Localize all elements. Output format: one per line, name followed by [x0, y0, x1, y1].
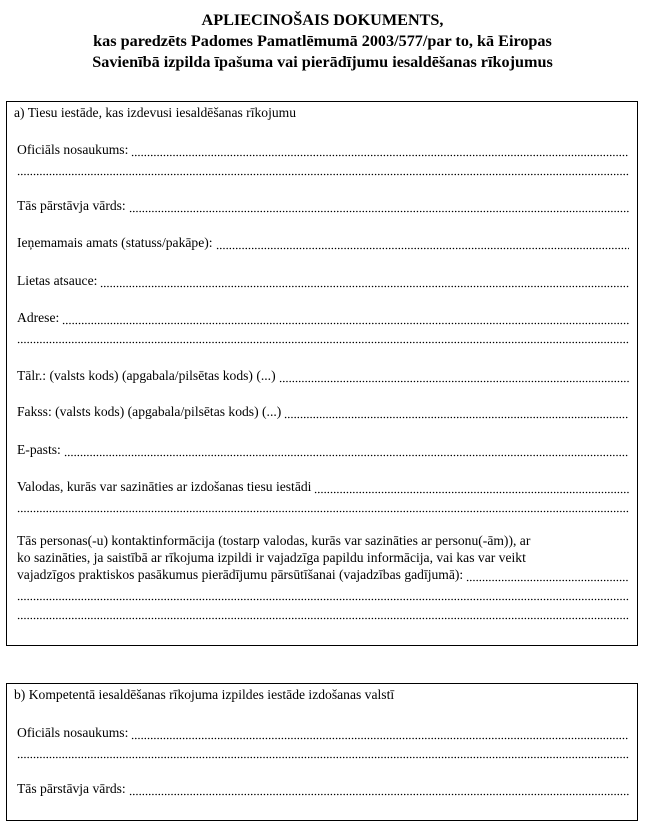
case-reference-field[interactable]	[17, 273, 629, 289]
phone-label: Tālr.: (valsts kods) (apgabala/pilsētas kods) (...)	[17, 368, 276, 383]
representative-label-b: Tās pārstāvja vārds:	[17, 781, 126, 796]
representative-name-field[interactable]	[17, 198, 629, 214]
section-a-box	[6, 101, 638, 646]
dotted-line	[466, 567, 629, 583]
dotted-line	[17, 161, 629, 177]
title-line-1: APLIECINOŠAIS DOKUMENTS,	[201, 11, 444, 29]
address-continuation[interactable]	[17, 329, 629, 345]
address-label: Adrese:	[17, 310, 60, 325]
position-label: Ieņemamais amats (statuss/pakāpe):	[17, 235, 213, 250]
contact-info-paragraph	[17, 533, 629, 566]
contact-line-1: Tās personas(-u) kontaktinformācija (tostarp valodas, kurās var sazināties ar personu(-ām)), ar	[17, 533, 531, 548]
official-name-field-b[interactable]	[17, 725, 629, 741]
document-title	[0, 10, 645, 73]
title-line-3: Savienībā izpilda īpašuma vai pierādījumu iesaldēšanas rīkojumus	[92, 53, 553, 71]
dotted-line	[100, 273, 629, 289]
section-b-box	[6, 683, 638, 821]
fax-label: Fakss: (valsts kods) (apgabala/pilsētas kods) (...)	[17, 404, 282, 419]
title-line-2: kas paredzēts Padomes Pamatlēmumā 2003/577/par to, kā Eiropas	[93, 32, 552, 50]
dotted-line	[314, 479, 629, 495]
official-name-field[interactable]	[17, 142, 629, 158]
dotted-line	[129, 198, 629, 214]
dotted-line	[17, 605, 629, 621]
languages-label: Valodas, kurās var sazināties ar izdošanas tiesu iestādi	[17, 479, 312, 494]
email-label: E-pasts:	[17, 442, 61, 457]
position-field[interactable]	[17, 235, 629, 251]
languages-continuation[interactable]	[17, 498, 629, 514]
contact-info-continuation-2[interactable]	[17, 605, 629, 621]
section-a-heading: a) Tiesu iestāde, kas izdevusi iesaldēšanas rīkojumu	[14, 105, 297, 120]
official-name-label-b: Oficiāls nosaukums:	[17, 725, 129, 740]
official-name-continuation[interactable]	[17, 161, 629, 177]
languages-field[interactable]	[17, 479, 629, 495]
dotted-line	[131, 725, 629, 741]
case-reference-label: Lietas atsauce:	[17, 273, 98, 288]
address-field[interactable]	[17, 310, 629, 326]
fax-field[interactable]	[17, 404, 629, 420]
contact-line-2: ko sazināties, ja saistībā ar rīkojuma izpildi ir vajadzīga papildu informācija, vai kas var veikt	[17, 549, 526, 565]
representative-name-field-b[interactable]	[17, 781, 629, 797]
contact-info-field[interactable]	[17, 567, 629, 583]
dotted-line	[129, 781, 629, 797]
official-name-dotted-line	[131, 142, 629, 158]
email-field[interactable]	[17, 442, 629, 458]
contact-line-3: vajadzīgos praktiskos pasākumus pierādījumu pārsūtīšanai (vajadzības gadījumā):	[17, 567, 464, 582]
phone-field[interactable]	[17, 368, 629, 384]
dotted-line	[62, 310, 629, 326]
section-b-heading: b) Kompetentā iesaldēšanas rīkojuma izpildes iestāde izdošanas valstī	[14, 687, 395, 702]
dotted-line	[17, 586, 629, 602]
dotted-line	[17, 498, 629, 514]
dotted-line	[17, 329, 629, 345]
dotted-line	[279, 368, 629, 384]
dotted-line	[216, 235, 629, 251]
dotted-line	[284, 404, 629, 420]
official-name-continuation-b[interactable]	[17, 744, 629, 760]
official-name-label: Oficiāls nosaukums:	[17, 142, 129, 157]
dotted-line	[17, 744, 629, 760]
representative-label: Tās pārstāvja vārds:	[17, 198, 126, 213]
dotted-line	[64, 442, 629, 458]
contact-info-continuation-1[interactable]	[17, 586, 629, 602]
